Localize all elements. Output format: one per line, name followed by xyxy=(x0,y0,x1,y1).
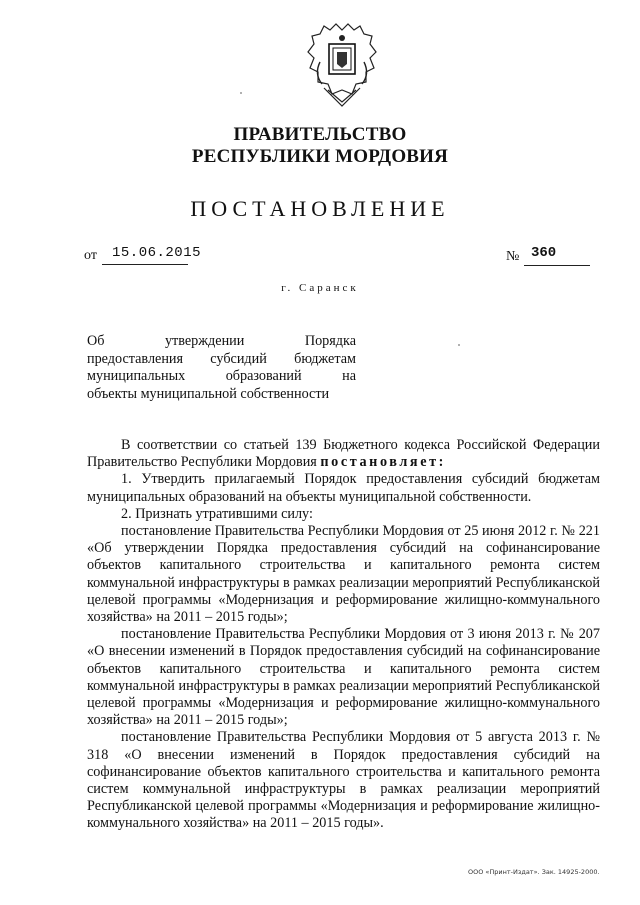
decree-subject xyxy=(87,333,356,403)
repealed-item: постановление Правительства Республики Мордовия от 3 июня 2013 г. № 207 «О внесении изменений в Порядок предоставления субсидий на софинансирование объектов капитального строительства и капитального ремонта систем коммунальной инфраструктуры в рамках реализации мероприятий Республиканской целевой программы «Модернизация и реформирование жилищно-коммунального хозяйства» на 2011 – 2015 годы»; xyxy=(87,626,600,729)
subject-line: предоставления субсидий бюджетам xyxy=(87,350,356,367)
item-1: 1. Утвердить прилагаемый Порядок предоставления субсидий бюджетам муниципальных образований на объекты муниципальной собственности. xyxy=(87,471,600,505)
mordovia-coat-of-arms-icon xyxy=(302,22,382,108)
item-2: 2. Признать утратившими силу: xyxy=(121,505,313,522)
decree-body xyxy=(87,437,600,833)
city: г. Саранск xyxy=(281,282,359,294)
subject-line: муниципальных образований на xyxy=(87,368,356,384)
repealed-item: постановление Правительства Республики Мордовия от 5 августа 2013 г. № 318 «О внесении изменений в Порядок предоставления субсидий на софинансирование объектов капитального строительства и капитального ремонта систем коммунальной инфраструктуры в рамках реализации мероприятий Республиканской целевой программы «Модернизация и реформирование жилищно-коммунального хозяйства» на 2011 – 2015 годы». xyxy=(87,729,600,832)
document-type: ПОСТАНОВЛЕНИЕ xyxy=(190,196,450,221)
repealed-item: постановление Правительства Республики Мордовия от 25 июня 2012 г. № 221 «Об утверждении Порядка предоставления субсидий на софинансирование объектов капитального строительства и капитального ремонта систем коммунальной инфраструктуры в рамках реализации мероприятий Республиканской целевой программы «Модернизация и реформирование жилищно-коммунального хозяйства» на 2011 – 2015 годы»; xyxy=(87,523,600,626)
subject-line: Об утверждении Порядка xyxy=(87,333,356,349)
scan-speck xyxy=(458,344,460,346)
intro-paragraph xyxy=(87,437,600,471)
intro-text: В соответствии со статьей 139 Бюджетного кодекса Российской Федерации Правительство Республики Мордовия xyxy=(87,437,600,471)
government-title-line1: ПРАВИТЕЛЬСТВО xyxy=(233,124,407,145)
date-underline xyxy=(102,264,188,265)
date-label: от xyxy=(84,248,97,263)
decree-date: 15.06.2015 xyxy=(112,245,202,261)
decree-number: 360 xyxy=(531,245,557,261)
scan-speck xyxy=(240,92,242,94)
subject-line: объекты муниципальной собственности xyxy=(87,385,330,402)
number-label: № xyxy=(506,249,520,264)
printer-imprint: ООО «Принт-Издат». Зак. 14925-2000. xyxy=(468,868,600,876)
government-title-line2: РЕСПУБЛИКИ МОРДОВИЯ xyxy=(191,146,449,167)
decree-keyword: постановляет: xyxy=(320,454,446,471)
number-underline xyxy=(524,265,590,266)
